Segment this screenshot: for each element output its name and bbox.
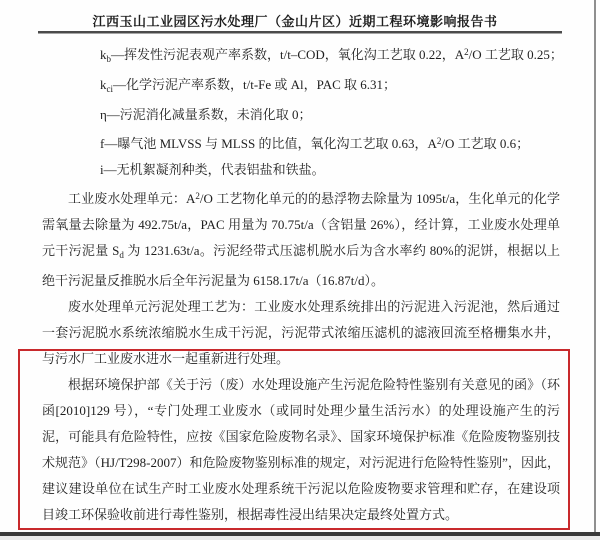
definition-kb: $k_b—$挥发性污泥表观产率系数，t/t–COD，氧化沟工艺取 0.22，$A^2/O$ 工艺取 0.25； <box>100 47 563 64</box>
page-right-edge <box>594 0 596 533</box>
definition-eta: η—污泥消化减量系数，未消化取 0； <box>100 107 312 122</box>
paragraph-industrial-wastewater-unit: 工业废水处理单元：$A^2/O$ 工艺物化单元的的悬浮物去除量为 1095t/a，生化单元的化学需氧量去除量为 492.75t/a，PAC 用量为 70.75t/a（含铝量 26%），经计算，工业废水处理单元干污泥量 $S_d$ 为 1231.63t/a。污泥经带式压滤机脱水后为含水率约 80%的泥饼，根据以上绝干污泥量反推脱水后全年污泥量为 6158.17t/a（16.87t/d）。 <box>42 191 561 288</box>
definition-f: f—曝气池 MLVSS 与 MLSS 的比值，氧化沟工艺取 0.63，$A^2/O$ 工艺取 0.6； <box>100 136 530 151</box>
paragraph-hazard-identification: 根据环境保护部《关于污（废）水处理设施产生污泥危险特性鉴别有关意见的函》（环函[2010]129 号），“专门处理工业废水（或同时处理少量生活污水）的处理设施产生的污泥，可能具有危险特性，应按《国家危险废物名录》、国家环境保护标准《危险废物鉴别技术规范》（HJ/T298-2007）和危险废物鉴别标准的规定，对污泥进行危险特性鉴别”，因此，建议建设单位在试生产时工业废水处理系统干污泥以危险废物要求管理和贮存，在建设项目竣工环保验收前进行毒性鉴别，根据毒性浸出结果决定最终处置方式。 <box>42 377 560 522</box>
page-title: 江西玉山工业园区污水处理厂（金山片区）近期工程环境影响报告书 <box>92 14 498 29</box>
paragraph-sludge-treatment-process: 废水处理单元污泥处理工艺为：工业废水处理系统排出的污泥进入污泥池，然后通过一套污泥脱水系统浓缩脱水生成干污泥，污泥带式浓缩压滤机的滤液回流至格栅集水井，与污水厂工业废水进水一起重新进行处理。 <box>42 299 560 366</box>
scan-background-strip <box>0 536 600 540</box>
header-divider <box>38 31 562 34</box>
document-body <box>42 39 563 528</box>
definition-i: i—无机絮凝剂种类，代表铝盐和铁盐。 <box>100 162 325 177</box>
definition-kci: $k_{ci}—$化学污泥产率系数，t/t-Fe 或 Al，PAC 取 6.31； <box>100 77 397 94</box>
